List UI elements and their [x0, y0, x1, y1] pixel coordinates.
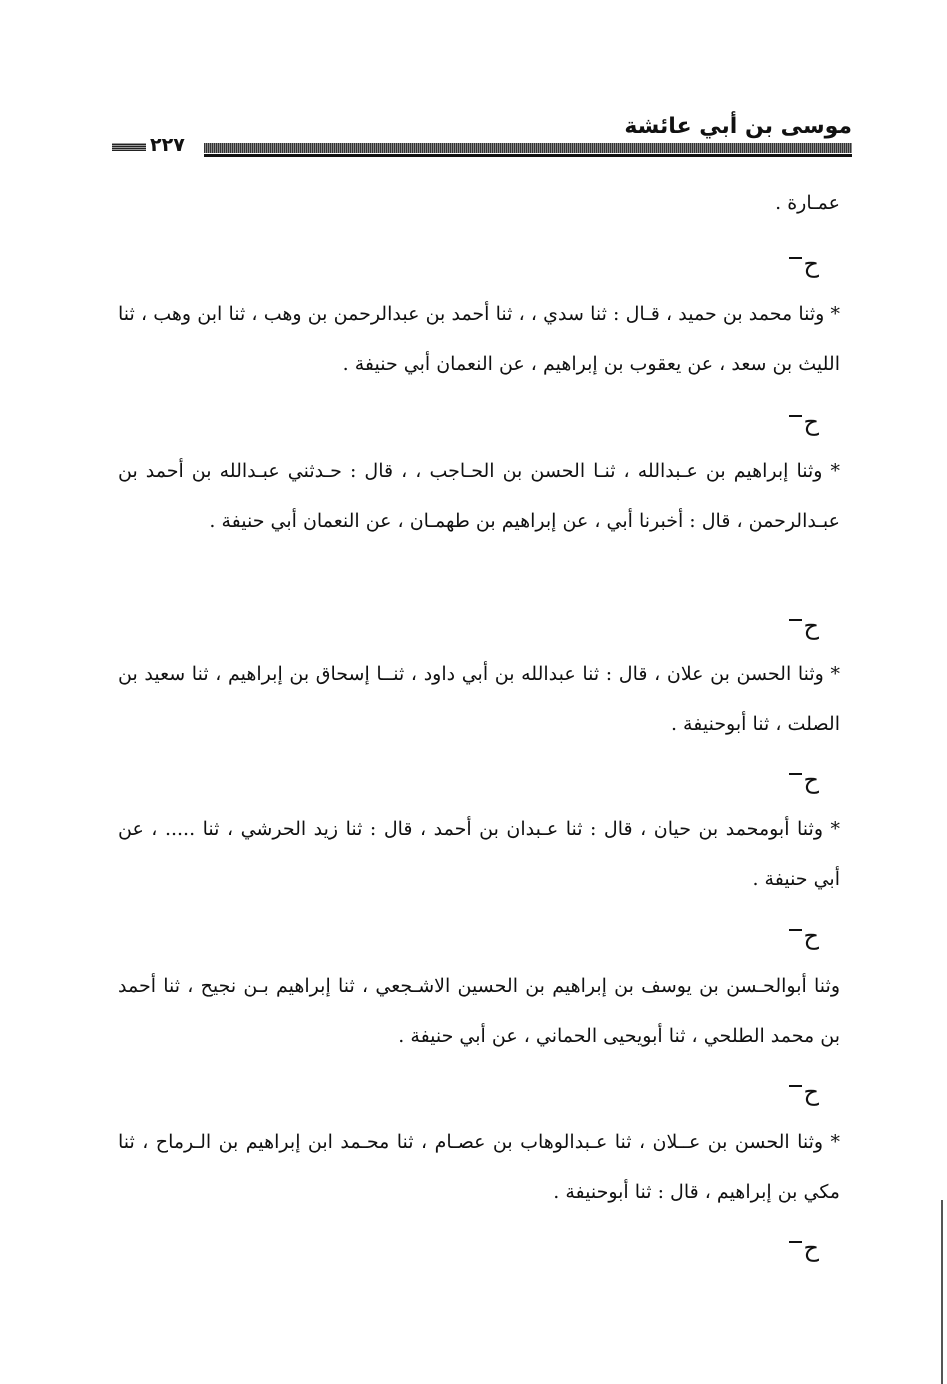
narration-paragraph: * وثنا محمد بن حميد ، قـال : ثنا سدي ، ، ثنا أحمد بن عبدالرحمن بن وهب ، ثنا ابن وهب ، ثنا الليث بن سعد ، عن يعقوب بن إبراهيم ، عن النعمان أبي حنيفة . [118, 303, 840, 375]
ha-marker: ح [789, 1078, 820, 1106]
opening-line: عمـارة . [775, 192, 840, 214]
ha-marker: ح [789, 1234, 820, 1262]
header-rule-hatched [204, 143, 852, 153]
ha-marker: ح [789, 922, 820, 950]
ha-marker: ح [789, 408, 820, 436]
narration-paragraph: * وثنا أبومحمد بن حيان ، قال : ثنا عـبدان بن أحمد ، قال : ثنا زيد الحرشي ، ثنا ..... ، عن أبي حنيفة . [118, 818, 840, 890]
ha-marker: ح [789, 766, 820, 794]
narration-paragraph: * وثنا الحسن بن علان ، قال : ثنا عبدالله بن أبي داود ، ثنــا إسحاق بن إبراهيم ، ثنا سعيد بن الصلت ، ثنا أبوحنيفة . [118, 663, 840, 735]
narration-paragraph: وثنا أبوالحـسن بن يوسف بن إبراهيم بن الحسين الاشـجعي ، ثنا إبراهيم بـن نجيح ، ثنا أحمد بن محمد الطلحي ، ثنا أبويحيى الحماني ، عن أبي حنيفة . [118, 975, 840, 1047]
page-header [112, 114, 852, 162]
scan-edge-line [941, 1200, 943, 1384]
ha-marker: ح [789, 250, 820, 278]
narration-paragraph: * وثنا الحسن بن عــلان ، ثنا عـبدالوهاب بن عصـام ، ثنا محـمد ابن إبراهيم بن الـرماح ، ثنا مكي بن إبراهيم ، قال : ثنا أبوحنيفة . [118, 1131, 840, 1203]
page-number: ٢٢٧ [150, 134, 185, 156]
header-rule-solid [204, 154, 852, 157]
narration-paragraph: * وثنا إبراهيم بن عـبدالله ، ثنـا الحسن بن الحـاجب ، ، قال : حـدثني عبـدالله بن أحمد بن عبـدالرحمن ، قال : أخبرنا أبي ، عن إبراهيم بن طهمـان ، عن النعمان أبي حنيفة . [118, 460, 840, 532]
header-ornament [112, 143, 146, 151]
ha-marker: ح [789, 612, 820, 640]
running-title: موسى بن أبي عائشة [624, 114, 852, 139]
